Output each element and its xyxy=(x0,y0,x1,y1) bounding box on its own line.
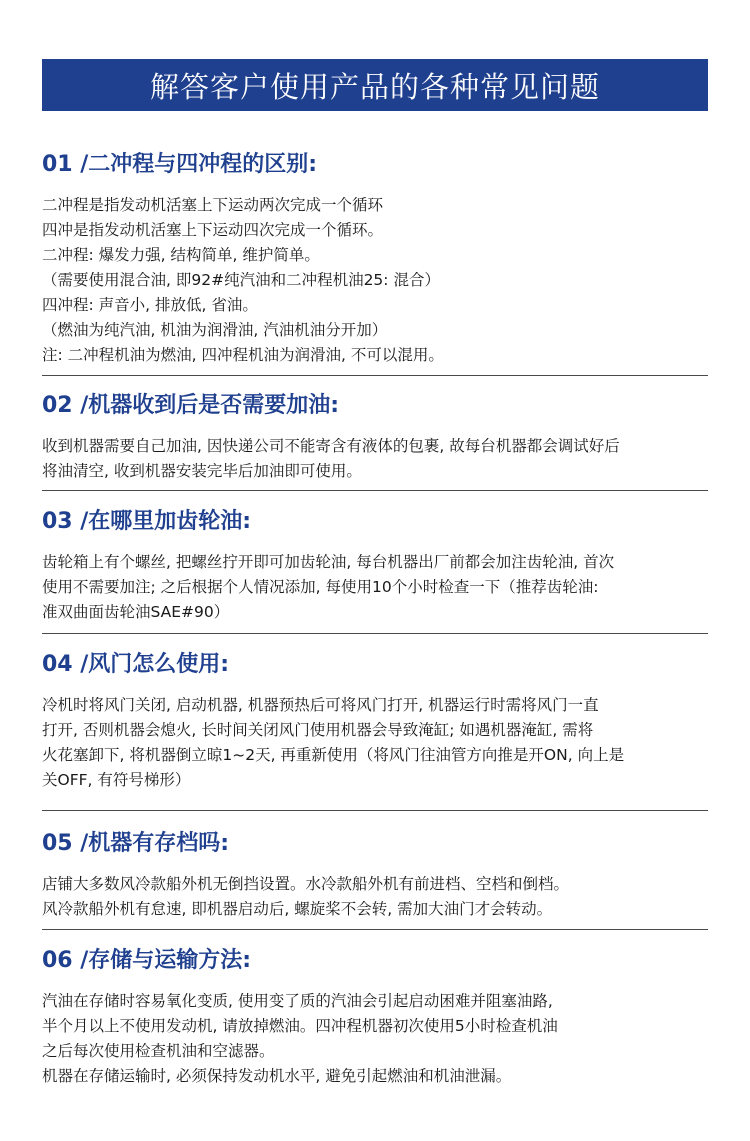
faq-answer-05 xyxy=(42,872,708,922)
answer-line: 打开, 否则机器会熄火, 长时间关闭风门使用机器会导致淹缸; 如遇机器淹缸, 需将 xyxy=(42,721,594,739)
answer-line: （需要使用混合油, 即92#纯汽油和二冲程机油25: 混合） xyxy=(42,271,440,289)
page-title: 解答客户使用产品的各种常见问题 xyxy=(149,69,600,104)
faq-answer-01 xyxy=(42,193,708,368)
faq-question-04: 04 /风门怎么使用: xyxy=(42,652,230,677)
faq-answer-06 xyxy=(42,989,708,1089)
faq-question-01: 01 /二冲程与四冲程的区别: xyxy=(42,152,318,177)
faq-question-05: 05 /机器有存档吗: xyxy=(42,831,230,856)
answer-line: 店铺大多数风冷款船外机无倒挡设置。水冷款船外机有前进档、空档和倒档。 xyxy=(42,875,570,893)
faq-section-02 xyxy=(42,392,708,484)
answer-line: 四冲是指发动机活塞上下运动四次完成一个循环。 xyxy=(42,221,384,239)
section-divider xyxy=(42,633,708,634)
answer-line: 关OFF, 有符号梯形） xyxy=(42,771,191,789)
faq-section-05 xyxy=(42,830,708,922)
faq-answer-04 xyxy=(42,693,708,793)
answer-line: 风冷款船外机有怠速, 即机器启动后, 螺旋桨不会转, 需加大油门才会转动。 xyxy=(42,900,553,918)
answer-line: 冷机时将风门关闭, 启动机器, 机器预热后可将风门打开, 机器运行时需将风门一直 xyxy=(42,696,599,714)
answer-line: 二冲程是指发动机活塞上下运动两次完成一个循环 xyxy=(42,196,384,214)
answer-line: （燃油为纯汽油, 机油为润滑油, 汽油机油分开加） xyxy=(42,321,388,339)
faq-answer-03 xyxy=(42,550,708,625)
faq-section-04 xyxy=(42,651,708,793)
answer-line: 机器在存储运输时, 必须保持发动机水平, 避免引起燃油和机油泄漏。 xyxy=(42,1067,512,1085)
page-title-banner xyxy=(42,59,708,111)
answer-line: 准双曲面齿轮油SAE#90） xyxy=(42,603,230,621)
section-divider xyxy=(42,375,708,376)
answer-line: 之后每次使用检查机油和空滤器。 xyxy=(42,1042,275,1060)
faq-answer-02 xyxy=(42,434,708,484)
faq-section-03 xyxy=(42,508,708,625)
faq-question-02: 02 /机器收到后是否需要加油: xyxy=(42,393,340,418)
answer-line: 四冲程: 声音小, 排放低, 省油。 xyxy=(42,296,258,314)
section-divider xyxy=(42,810,708,811)
answer-line: 使用不需要加注; 之后根据个人情况添加, 每使用10个小时检查一下（推荐齿轮油: xyxy=(42,578,599,596)
answer-line: 齿轮箱上有个螺丝, 把螺丝拧开即可加齿轮油, 每台机器出厂前都会加注齿轮油, 首次 xyxy=(42,553,615,571)
answer-line: 注: 二冲程机油为燃油, 四冲程机油为润滑油, 不可以混用。 xyxy=(42,346,444,364)
faq-section-06 xyxy=(42,947,708,1089)
answer-line: 火花塞卸下, 将机器倒立晾1~2天, 再重新使用（将风门往油管方向推是开ON, 向上是 xyxy=(42,746,625,764)
section-divider xyxy=(42,490,708,491)
answer-line: 半个月以上不使用发动机, 请放掉燃油。四冲程机器初次使用5小时检查机油 xyxy=(42,1017,558,1035)
faq-question-06: 06 /存储与运输方法: xyxy=(42,948,252,973)
section-divider xyxy=(42,929,708,930)
answer-line: 收到机器需要自己加油, 因快递公司不能寄含有液体的包裹, 故每台机器都会调试好后 xyxy=(42,437,620,455)
faq-section-01 xyxy=(42,151,708,368)
answer-line: 二冲程: 爆发力强, 结构简单, 维护简单。 xyxy=(42,246,320,264)
answer-line: 将油清空, 收到机器安装完毕后加油即可使用。 xyxy=(42,462,362,480)
answer-line: 汽油在存储时容易氧化变质, 使用变了质的汽油会引起启动困难并阻塞油路, xyxy=(42,992,553,1010)
faq-question-03: 03 /在哪里加齿轮油: xyxy=(42,509,252,534)
